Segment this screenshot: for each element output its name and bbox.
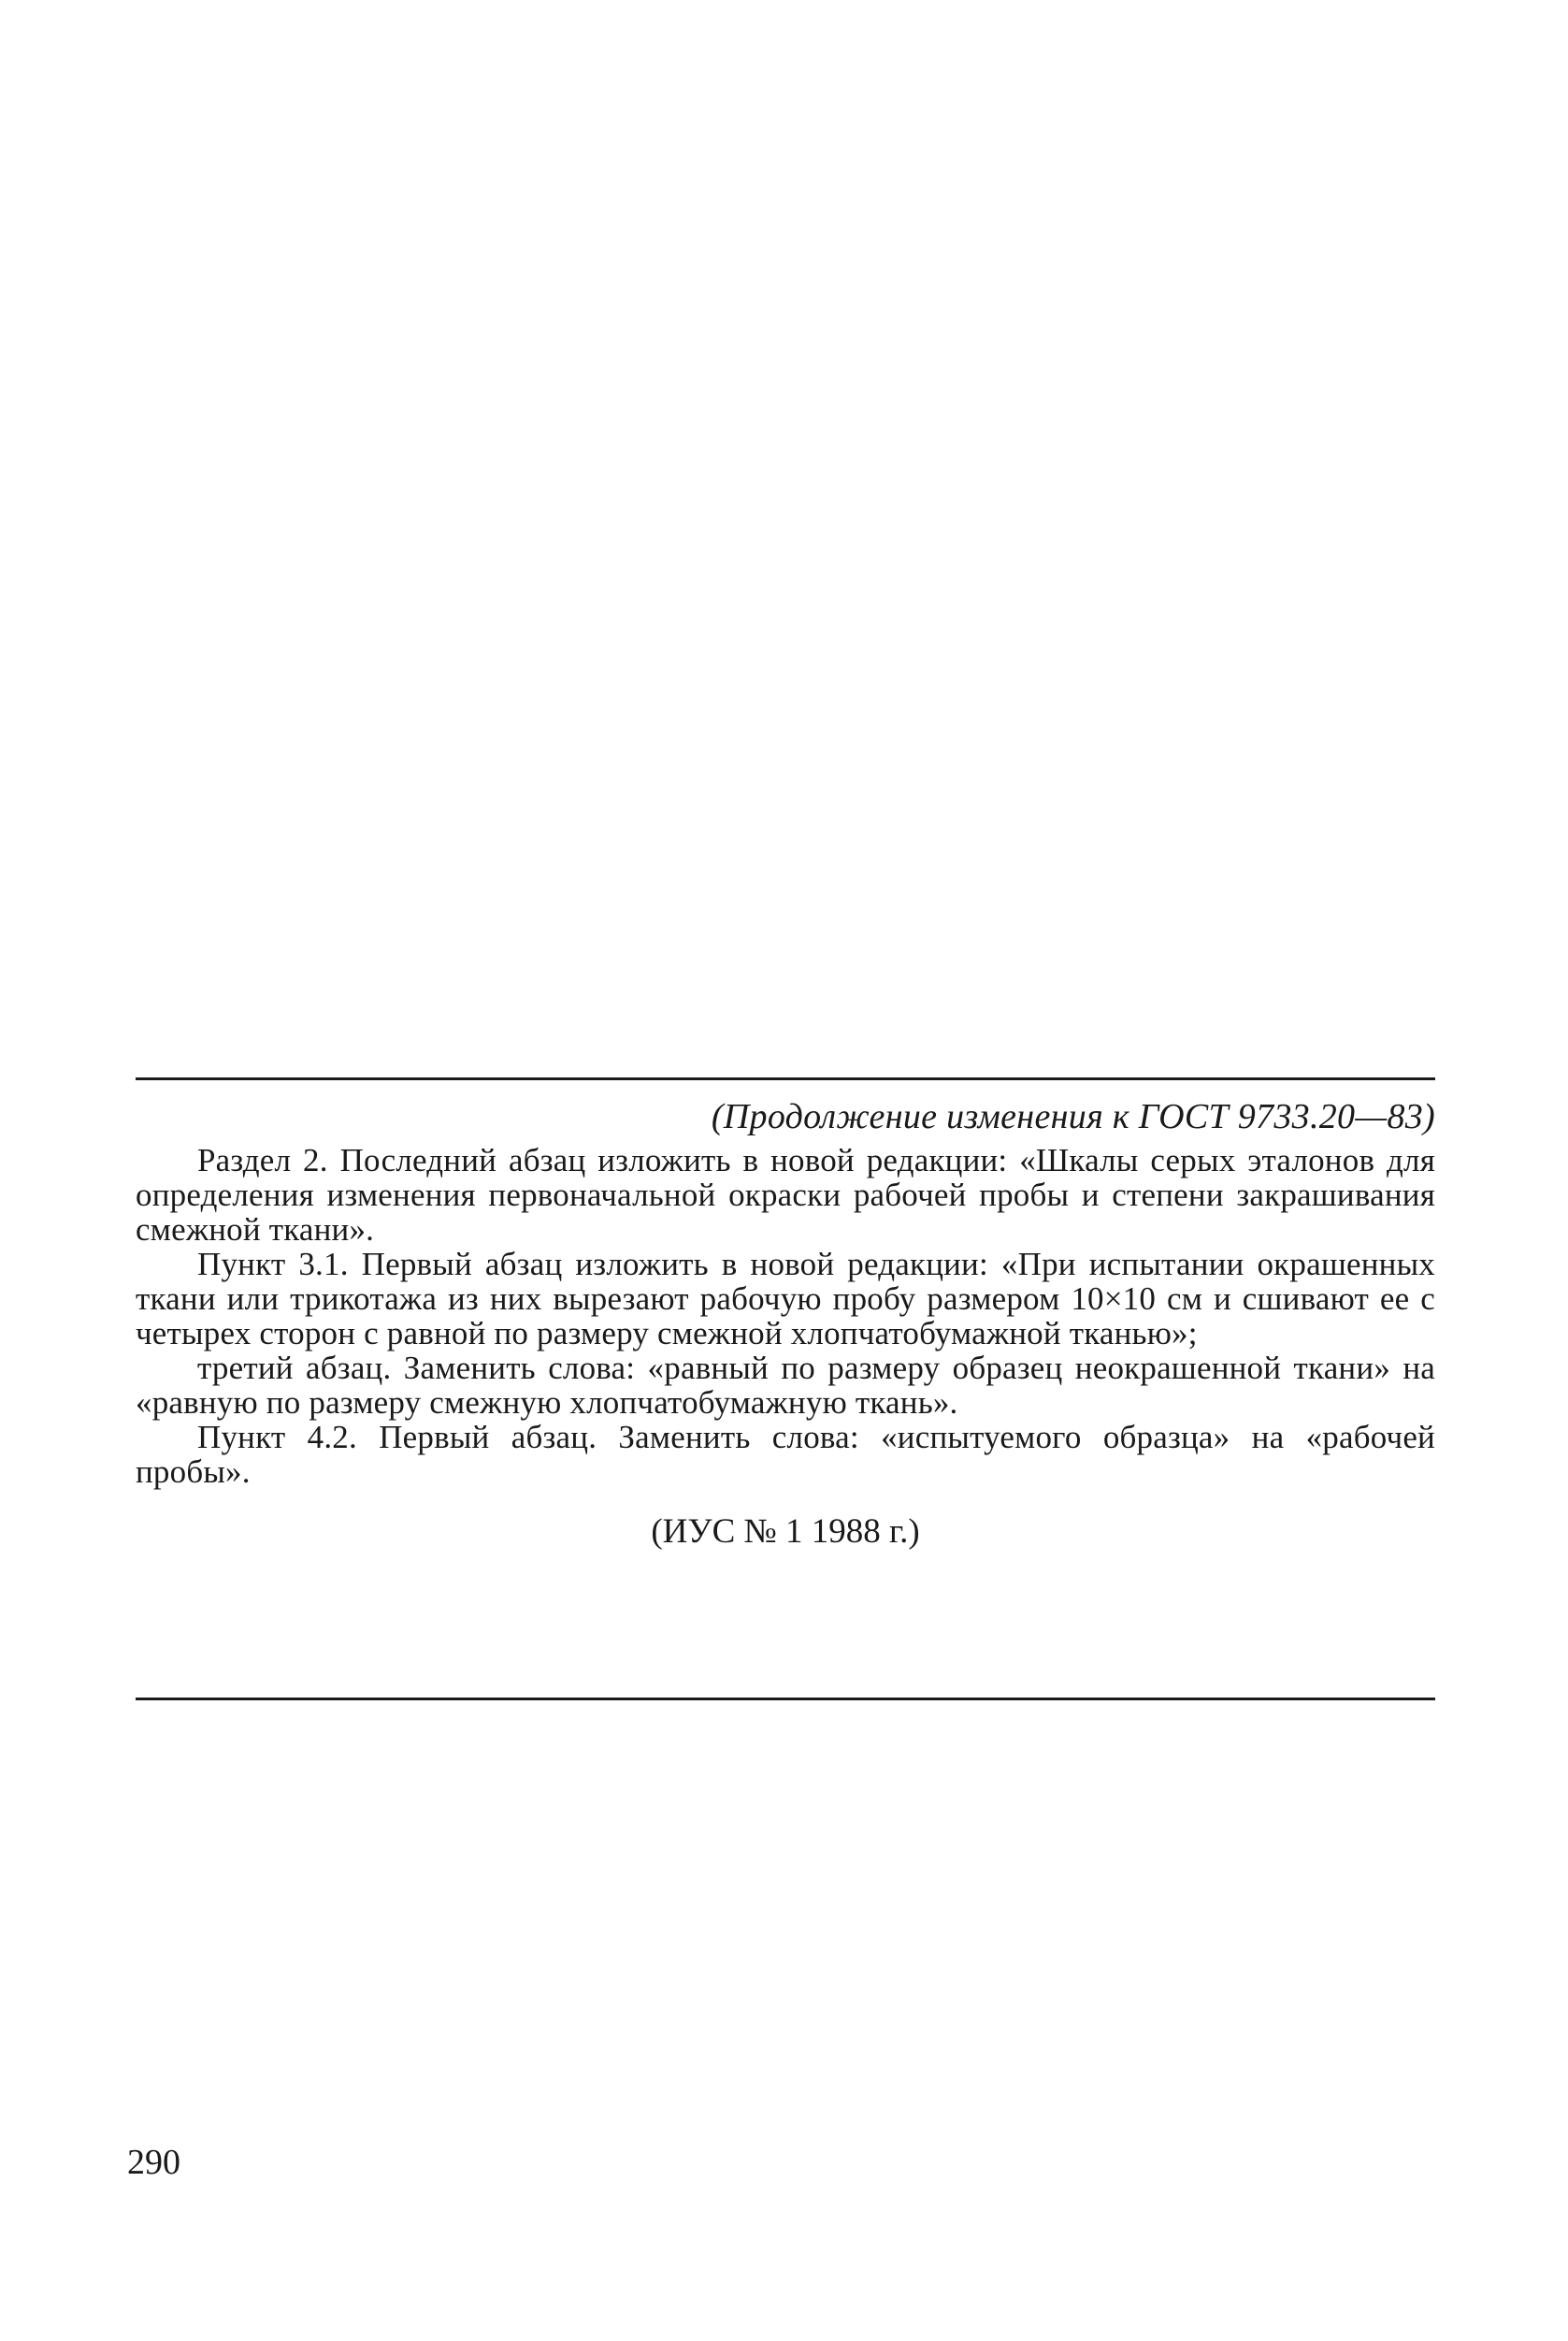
paragraph-third-abzac: третий абзац. Заменить слова: «равный по размеру образец неокрашенной ткани» на «равную по размеру смежную хлопчатобумажную ткань». bbox=[136, 1350, 1435, 1421]
paragraph-clause-3-1: Пункт 3.1. Первый абзац изложить в новой редакции: «При испытании окрашенных ткани или трикотажа из них вырезают рабочую пробу размером 10×10 см и сшивают ее с четырех сторон с равной по размеру смежной хлопчатобумажной тканью»; bbox=[136, 1246, 1435, 1351]
paragraph-section-2: Раздел 2. Последний абзац изложить в новой редакции: «Шкалы серых эталонов для определения изменения первоначальной окраски рабочей пробы и степени закрашивания смежной ткани». bbox=[136, 1142, 1435, 1248]
top-divider bbox=[136, 1077, 1435, 1080]
paragraph-clause-4-2: Пункт 4.2. Первый абзац. Заменить слова: «испытуемого образца» на «рабочей пробы». bbox=[136, 1419, 1435, 1490]
bottom-divider bbox=[136, 1698, 1435, 1700]
amendment-heading: (Продолжение изменения к ГОСТ 9733.20—83) bbox=[711, 1097, 1435, 1136]
source-reference: (ИУС № 1 1988 г.) bbox=[651, 1512, 920, 1551]
amendment-block bbox=[136, 1092, 1435, 1553]
page-number: 290 bbox=[127, 2143, 180, 2182]
